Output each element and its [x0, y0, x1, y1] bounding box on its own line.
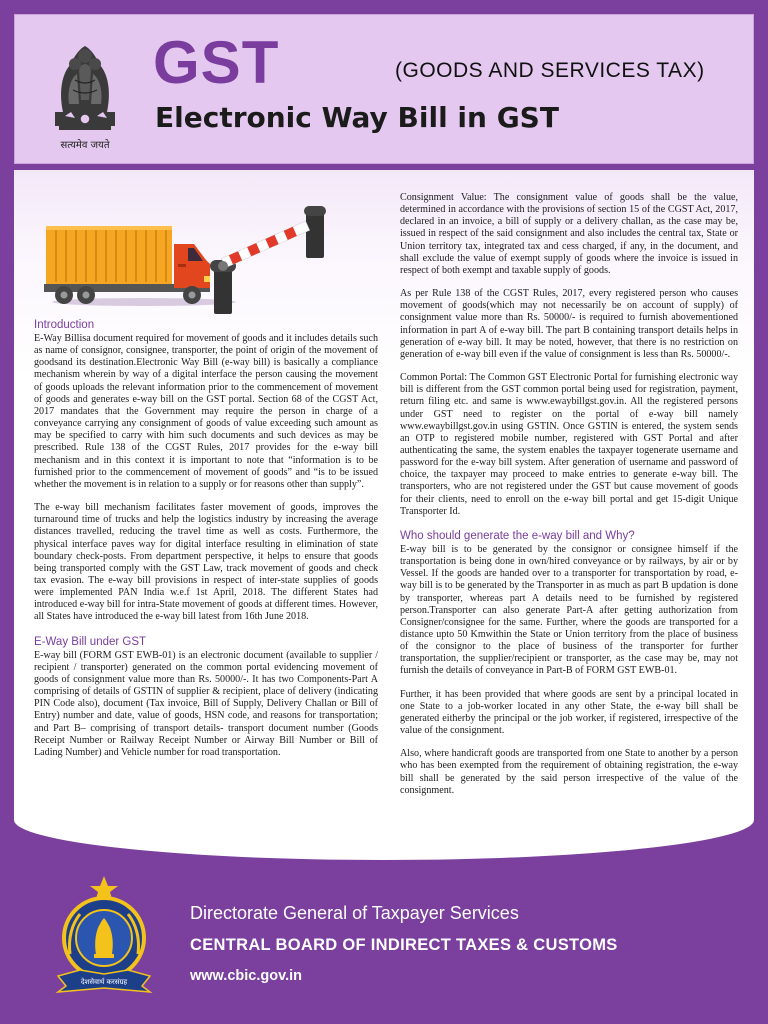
ewaybill-under-gst-heading: E-Way Bill under GST: [34, 635, 147, 648]
truck-barrier-illustration-icon: [44, 198, 334, 328]
national-emblem-icon: [45, 29, 125, 149]
common-portal-paragraph: Common Portal: The Common GST Electronic Portal for furnishing electronic way bill is different from the GST common portal being used for registration, payment, return filing etc. and same is www.ewaybillgst.gov.in. All the registered persons under GST need to register on the portal of e-way bill namely www.ewaybillgst.gov.in using GSTIN. Once GSTIN is entered, the system sends an OTP to registered mobile number, registered with GST Portal and after authenticating the same, the system enables the taxpayer togenerate username and password for the e-way bill system. After generation of username and password of choice, the taxpayer may proceed to make entries to generate e-way bill. The transporters, who are not registered under the GST but cause movement of goods for their clients, need to enroll on the e-way bill portal and get 15-digit Unique Transporter Id.: [400, 372, 738, 517]
introduction-heading: Introduction: [34, 319, 95, 331]
ewaybill-under-gst-paragraph: E-way bill (FORM GST EWB-01) is an electronic document (available to supplier / recipient / transporter) generated on the common portal evidencing movement of goods of consignment value more than Rs. 50000/-. It has two Components-Part A comprising of details of GSTIN of supplier & recipient, place of delivery (indicating PIN Code also), document (Tax invoice, Bill of Supply, Delivery Challan or Bill of Entry) number and date, value of goods, HSN code, and reasons for transportation; and Part B– comprising of transport details- transport document number (Goods Receipt Number or Railway Receipt Number or Airway Bill Number or Bill of Lading Number) and Vehicle number for road transportation.: [34, 649, 378, 758]
consignment-value-paragraph: Consignment Value: The consignment value of goods shall be the value, determined in accordance with the provisions of section 15 of the CGST Act, 2017, declared in an invoice, a bill of supply or a delivery challan, as the case may be, issued in respect of the said consignment and also includes the central tax, State or Union territory tax, integrated tax and cess charged, if any, in the document, and shall exclude the value of exempt supply of goods where the invoice is issued in respect of both exempt and taxable supply of goods.: [400, 192, 738, 276]
cbic-seal-icon: [50, 874, 158, 1000]
gst-title: GST: [153, 29, 280, 96]
right-column: [400, 192, 738, 808]
left-column: [34, 316, 378, 770]
rule-138-paragraph: As per Rule 138 of the CGST Rules, 2017, every registered person who causes movement of goods(which may not necessarily be on account of supply) of consignment value more than Rs. 50000/- is required to furnish abovementioned information in part A of e-way bill. The part B containing transport details helps in generation of e-way bill. It may be noted, however, that there is no restriction on generation of e-way bill even if the value of consignment is less than Rs. 50000/-.: [400, 288, 738, 360]
board-name: CENTRAL BOARD OF INDIRECT TAXES & CUSTOMS: [190, 936, 618, 954]
introduction-paragraph: The e-way bill mechanism facilitates faster movement of goods, improves the turnaround time of trucks and help the logistics industry by increasing the average distances travelled, reducing the travel time as well as costs. Furthermore, the physical interface paves way for digital interface resulting in elimination of state boundary check-posts. From department perspective, it helps to ensure that goods being transported comply with the GST Law, track movement of goods and check tax evasion. The e-way bill provisions in respect of inter-state supplies of goods were implemented PAN India w.e.f 1st April, 2018. The different States had introduced e-way bill for intra-State movement of goods at different times. However, all States have introduced the e-way bill latest from 16th June 2018.: [34, 502, 378, 623]
header-banner: [14, 14, 754, 164]
seal-motto: देशसेवार्थ करसंग्रह: [80, 978, 128, 986]
introduction-paragraph: E-Way Billisa document required for movement of goods and it includes details such as name of consignor, consignee, transporter, the point of origin of the movement of goodsand its destination.Electronic Way Bill (e-way bill) is basically a compliance mechanism wherein by way of a digital interface the person causing the movement of goods uploads the relevant information prior to the commencement of movement of goods and generates e-way bill on the GST portal. Section 68 of the CGST Act, 2017 mandates that the Government may require the person in charge of a conveyance carrying any consignment of goods of value exceeding such amount as may be specified to carry with him such documents and such devices as may be prescribed. Rule 138 of the CGST Rules, 2017 provides for the e-way bill mechanism and in this context it is important to note that “information is to be furnished prior to the commencement of movement of goods” and “is to be issued whether the movement is in relation to a supply or for reasons other than supply”.: [34, 333, 378, 490]
content-panel: [14, 170, 754, 860]
who-should-paragraph: E-way bill is to be generated by the consignor or consignee himself if the transportation is being done in own/hired conveyance or by railways, by air or by Vessel. If the goods are handed over to a transporter for transportation by road, e-way bill is to be generated by the Transporter in as much as part B updation is done by transporter, whereas part A details need to be furnished by registered person.Transporter can also generate Part-A after getting authorization from Consigner/consignee for the same. Further, where the goods are transported for a distance upto 50 Kmwithin the State or Union territory from the place of business of the consignor to the place of business of the transporter for further transportation, the supplier/recipient or transporter, as the case may be, may not furnish the details of conveyance in Part-B of FORM GST EWB-01.: [400, 543, 738, 677]
who-should-paragraph: Further, it has been provided that where goods are sent by a principal located in one State to a job-worker located in any other State, the e-way bill shall be generated eitherby the principal or the job worker, if registered, irrespective of the value of the consignment.: [400, 688, 738, 737]
emblem-motto: सत्यमेव जयते: [60, 140, 110, 151]
page-title: Electronic Way Bill in GST: [155, 101, 559, 134]
website-link[interactable]: www.cbic.gov.in: [190, 968, 302, 984]
footer: [0, 862, 768, 1024]
who-should-generate-heading: Who should generate the e-way bill and Why?: [400, 529, 635, 542]
who-should-paragraph: Also, where handicraft goods are transported from one State to another by a person who has been exempted from the requirement of obtaining registration, the e-way bill shall be generated by the said person irrespective of the value of the consignment.: [400, 748, 738, 796]
gst-subtitle: (GOODS AND SERVICES TAX): [395, 59, 705, 82]
directorate-name: Directorate General of Taxpayer Services: [190, 903, 519, 923]
